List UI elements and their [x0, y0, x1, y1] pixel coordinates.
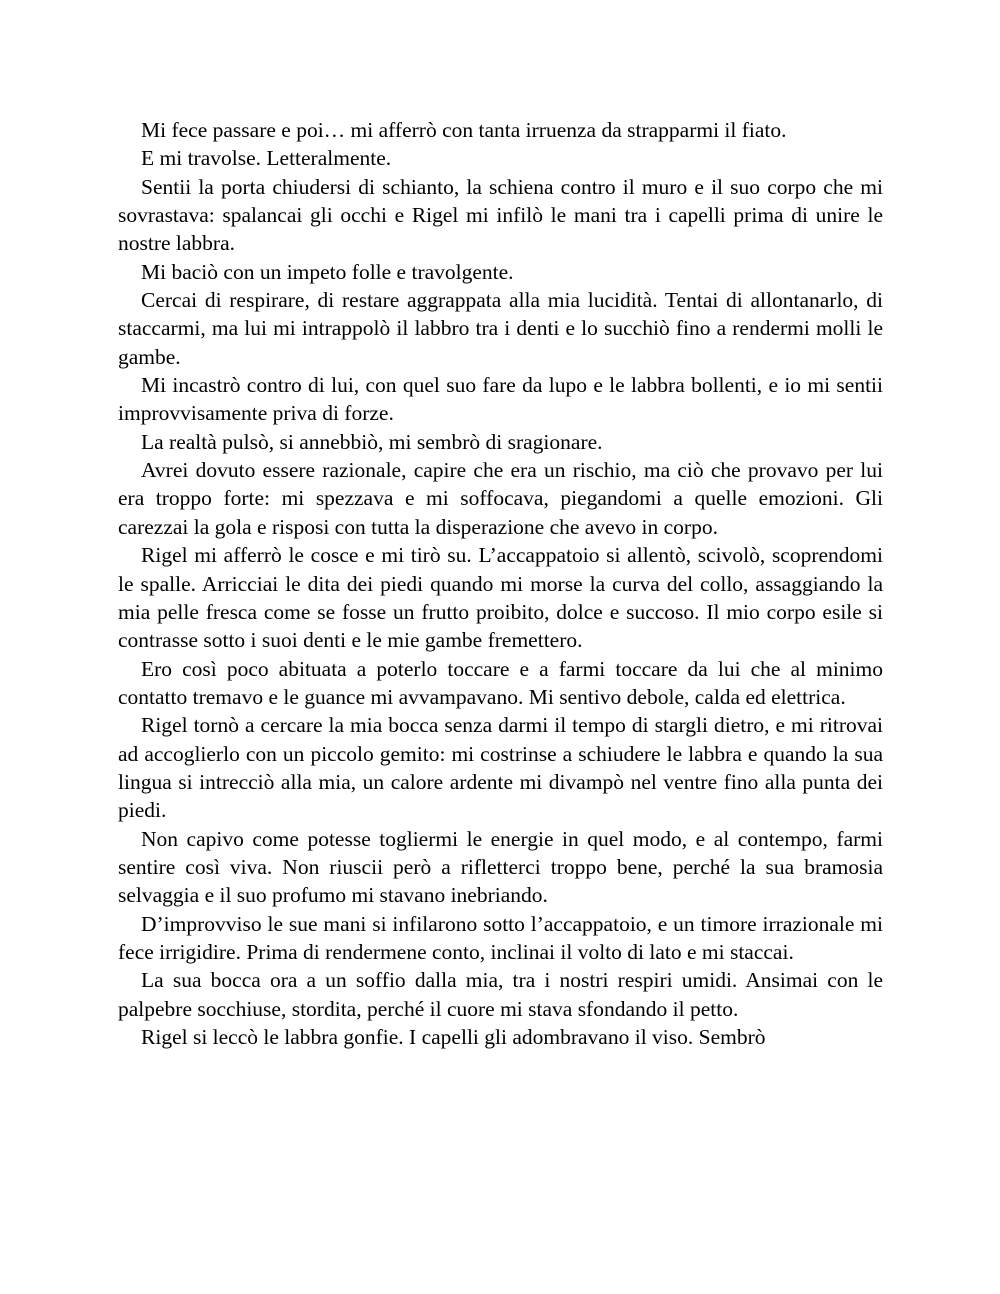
- paragraph: E mi travolse. Letteralmente.: [141, 146, 392, 171]
- paragraph: Sentii la porta chiudersi di schianto, la schiena contro il muro e il suo corpo che mi sovrastava: spalancai gli occhi e Rigel mi infilò le mani tra i capelli prima di unire le nostre labbra.: [118, 174, 883, 256]
- paragraph: Rigel tornò a cercare la mia bocca senza darmi il tempo di stargli dietro, e mi ritrovai ad accoglierlo con un piccolo gemito: mi costrinse a schiudere le labbra e quando la sua lingua si intrecciò alla mia, un calore ardente mi divampò nel ventre fino alla punta dei piedi.: [118, 713, 883, 823]
- paragraph: La sua bocca ora a un soffio dalla mia, tra i nostri respiri umidi. Ansimai con le palpebre socchiuse, stordita, perché il cuore mi stava sfondando il petto.: [118, 968, 883, 1021]
- paragraph: Ero così poco abituata a poterlo toccare e a farmi toccare da lui che al minimo contatto tremavo e le guance mi avvampavano. Mi sentivo debole, calda ed elettrica.: [118, 656, 883, 709]
- paragraph: Mi fece passare e poi… mi afferrò con tanta irruenza da strapparmi il fiato.: [141, 118, 787, 142]
- paragraph: La realtà pulsò, si annebbiò, mi sembrò di sragionare.: [141, 429, 603, 454]
- paragraph: D’improvviso le sue mani si infilarono sotto l’accappatoio, e un timore irrazionale mi fece irrigidire. Prima di rendermene conto, inclinai il volto di lato e mi staccai.: [118, 911, 883, 964]
- paragraph: Avrei dovuto essere razionale, capire che era un rischio, ma ciò che provavo per lui era troppo forte: mi spezzava e mi soffocava, piegandomi a quelle emozioni. Gli carezzai la gola e risposi con tutta la disperazione che avevo in corpo.: [118, 458, 883, 539]
- paragraph: Rigel mi afferrò le cosce e mi tirò su. L’accappatoio si allentò, scivolò, scoprendomi le spalle. Arricciai le dita dei piedi quando mi morse la curva del collo, assaggiando la mia pelle fresca come se fosse un frutto proibito, dolce e succoso. Il mio corpo esile si contrasse sotto i suoi denti e le mie gambe fremettero.: [118, 543, 883, 653]
- paragraph: Mi baciò con un impeto folle e travolgente.: [141, 259, 514, 284]
- paragraph: Non capivo come potesse togliermi le energie in quel modo, e al contempo, farmi sentire così viva. Non riuscii però a rifletterci troppo bene, perché la sua bramosia selvaggia e il suo profumo mi stavano inebriando.: [118, 826, 883, 908]
- page-body: [118, 116, 883, 1051]
- paragraph-last: Rigel si leccò le labbra gonfie. I capelli gli adombravano il viso. Sembrò: [141, 1025, 766, 1049]
- paragraph: Cercai di respirare, di restare aggrappata alla mia lucidità. Tentai di allontanarlo, di staccarmi, ma lui mi intrappolò il labbro tra i denti e lo succhiò fino a rendermi molli le gambe.: [118, 288, 883, 369]
- paragraph: Mi incastrò contro di lui, con quel suo fare da lupo e le labbra bollenti, e io mi sentii improvvisamente priva di forze.: [118, 373, 883, 426]
